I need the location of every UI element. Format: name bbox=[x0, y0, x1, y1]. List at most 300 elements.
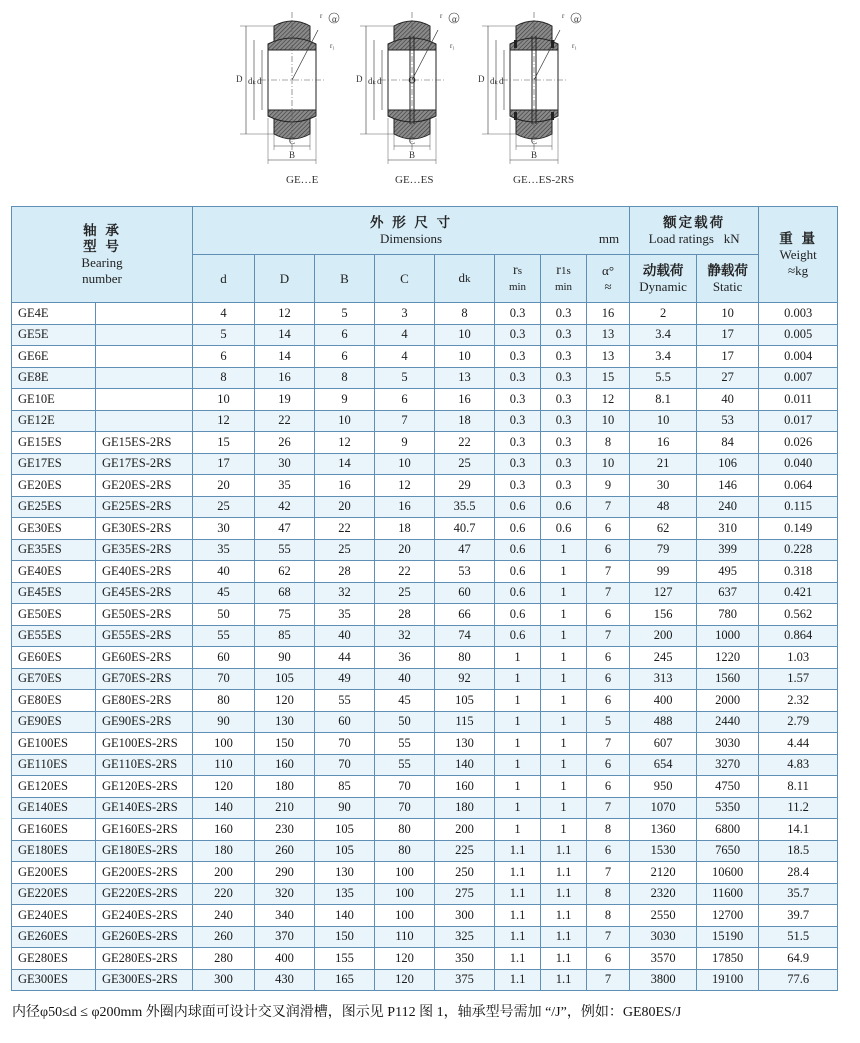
cell-model: GE25ES bbox=[12, 496, 96, 518]
col-r1s-sub: 1s bbox=[560, 264, 571, 277]
cell-r1s: 1 bbox=[541, 690, 587, 712]
static-en: Static bbox=[712, 278, 743, 294]
cell-alpha: 12 bbox=[587, 389, 630, 411]
cell-B: 60 bbox=[315, 711, 375, 733]
cell-alpha: 13 bbox=[587, 324, 630, 346]
label-d: d bbox=[499, 76, 504, 86]
cell-rs: 0.6 bbox=[495, 539, 541, 561]
cell-dynamic: 3.4 bbox=[630, 346, 697, 368]
cell-rs: 1.1 bbox=[495, 862, 541, 884]
cell-B: 10 bbox=[315, 410, 375, 432]
cell-dk: 8 bbox=[435, 303, 495, 325]
cell-alpha: 6 bbox=[587, 518, 630, 540]
label-dk: dₖ bbox=[248, 76, 257, 86]
load-en: Load ratings bbox=[648, 230, 714, 246]
cell-d: 50 bbox=[193, 604, 255, 626]
table-row bbox=[12, 883, 838, 905]
cell-D: 320 bbox=[255, 883, 315, 905]
bearing-en-2: number bbox=[82, 270, 122, 286]
cell-d: 260 bbox=[193, 926, 255, 948]
cell-static: 17 bbox=[697, 324, 759, 346]
cell-model-2rs: GE50ES-2RS bbox=[96, 604, 193, 626]
cell-D: 290 bbox=[255, 862, 315, 884]
cell-D: 26 bbox=[255, 432, 315, 454]
cell-d: 6 bbox=[193, 346, 255, 368]
cell-B: 135 bbox=[315, 883, 375, 905]
cell-model: GE30ES bbox=[12, 518, 96, 540]
table-row bbox=[12, 711, 838, 733]
col-alpha-approx: ≈ bbox=[604, 278, 612, 294]
cell-r1s: 0.6 bbox=[541, 496, 587, 518]
cell-d: 60 bbox=[193, 647, 255, 669]
cell-rs: 1.1 bbox=[495, 948, 541, 970]
cell-weight: 11.2 bbox=[759, 797, 838, 819]
cell-D: 62 bbox=[255, 561, 315, 583]
table-row bbox=[12, 539, 838, 561]
cell-r1s: 0.3 bbox=[541, 410, 587, 432]
cell-rs: 1 bbox=[495, 754, 541, 776]
cell-d: 140 bbox=[193, 797, 255, 819]
cell-dk: 22 bbox=[435, 432, 495, 454]
cell-weight: 0.864 bbox=[759, 625, 838, 647]
cell-model-2rs: GE45ES-2RS bbox=[96, 582, 193, 604]
cell-r1s: 1.1 bbox=[541, 883, 587, 905]
table-row bbox=[12, 690, 838, 712]
cell-dynamic: 488 bbox=[630, 711, 697, 733]
cell-dynamic: 2320 bbox=[630, 883, 697, 905]
cell-model: GE200ES bbox=[12, 862, 96, 884]
cell-static: 310 bbox=[697, 518, 759, 540]
cell-model: GE300ES bbox=[12, 969, 96, 991]
cell-d: 240 bbox=[193, 905, 255, 927]
cell-dynamic: 654 bbox=[630, 754, 697, 776]
cell-D: 16 bbox=[255, 367, 315, 389]
cell-model: GE220ES bbox=[12, 883, 96, 905]
cell-static: 146 bbox=[697, 475, 759, 497]
cell-D: 85 bbox=[255, 625, 315, 647]
cell-B: 130 bbox=[315, 862, 375, 884]
cell-model-2rs bbox=[96, 410, 193, 432]
table-row bbox=[12, 862, 838, 884]
cell-rs: 1.1 bbox=[495, 905, 541, 927]
weight-en: Weight bbox=[779, 246, 817, 262]
cell-C: 110 bbox=[375, 926, 435, 948]
cell-d: 45 bbox=[193, 582, 255, 604]
cell-D: 430 bbox=[255, 969, 315, 991]
cell-C: 16 bbox=[375, 496, 435, 518]
cell-model-2rs: GE160ES-2RS bbox=[96, 819, 193, 841]
col-C: C bbox=[375, 255, 435, 303]
cell-alpha: 15 bbox=[587, 367, 630, 389]
cell-model-2rs: GE60ES-2RS bbox=[96, 647, 193, 669]
cell-dynamic: 127 bbox=[630, 582, 697, 604]
cell-alpha: 5 bbox=[587, 711, 630, 733]
col-rs-min: min bbox=[508, 280, 527, 293]
cell-d: 80 bbox=[193, 690, 255, 712]
cell-static: 2000 bbox=[697, 690, 759, 712]
cell-C: 45 bbox=[375, 690, 435, 712]
cell-r1s: 1.1 bbox=[541, 862, 587, 884]
cell-static: 19100 bbox=[697, 969, 759, 991]
load-unit: kN bbox=[723, 230, 740, 246]
cell-dk: 25 bbox=[435, 453, 495, 475]
table-row bbox=[12, 475, 838, 497]
cell-model: GE17ES bbox=[12, 453, 96, 475]
cell-dynamic: 607 bbox=[630, 733, 697, 755]
cell-dynamic: 48 bbox=[630, 496, 697, 518]
cell-d: 160 bbox=[193, 819, 255, 841]
cell-weight: 0.228 bbox=[759, 539, 838, 561]
cell-model: GE10E bbox=[12, 389, 96, 411]
label-alpha: α bbox=[574, 14, 579, 24]
cell-weight: 0.149 bbox=[759, 518, 838, 540]
col-rs-sub: s bbox=[517, 264, 522, 277]
cell-B: 90 bbox=[315, 797, 375, 819]
cell-dk: 115 bbox=[435, 711, 495, 733]
cell-model: GE20ES bbox=[12, 475, 96, 497]
cell-rs: 1.1 bbox=[495, 969, 541, 991]
cell-dynamic: 3030 bbox=[630, 926, 697, 948]
cell-model: GE35ES bbox=[12, 539, 96, 561]
cell-weight: 0.318 bbox=[759, 561, 838, 583]
cell-C: 25 bbox=[375, 582, 435, 604]
cell-dk: 18 bbox=[435, 410, 495, 432]
cell-rs: 0.6 bbox=[495, 518, 541, 540]
cell-model: GE12E bbox=[12, 410, 96, 432]
cell-rs: 0.6 bbox=[495, 561, 541, 583]
seal-bottom-right bbox=[551, 112, 554, 120]
bearing-spec-table bbox=[11, 206, 838, 991]
cell-model-2rs bbox=[96, 367, 193, 389]
cell-C: 50 bbox=[375, 711, 435, 733]
cell-static: 4750 bbox=[697, 776, 759, 798]
table-row bbox=[12, 776, 838, 798]
cell-model-2rs: GE20ES-2RS bbox=[96, 475, 193, 497]
cell-rs: 1 bbox=[495, 690, 541, 712]
cell-dynamic: 8.1 bbox=[630, 389, 697, 411]
cell-B: 32 bbox=[315, 582, 375, 604]
cell-dk: 325 bbox=[435, 926, 495, 948]
cell-static: 399 bbox=[697, 539, 759, 561]
col-D: D bbox=[255, 255, 315, 303]
cell-d: 12 bbox=[193, 410, 255, 432]
cell-model: GE100ES bbox=[12, 733, 96, 755]
cell-C: 9 bbox=[375, 432, 435, 454]
col-rs-main: r bbox=[513, 262, 518, 278]
bearing-cn-2: 型 号 bbox=[83, 238, 121, 255]
load-cn: 额定载荷 bbox=[663, 214, 726, 231]
table-row bbox=[12, 303, 838, 325]
cell-dk: 16 bbox=[435, 389, 495, 411]
cell-weight: 28.4 bbox=[759, 862, 838, 884]
diagram-ge-e bbox=[232, 0, 352, 170]
cell-weight: 0.115 bbox=[759, 496, 838, 518]
dims-en: Dimensions bbox=[379, 230, 443, 246]
cell-model-2rs: GE35ES-2RS bbox=[96, 539, 193, 561]
label-r1: r₁ bbox=[330, 42, 335, 50]
cell-D: 260 bbox=[255, 840, 315, 862]
cell-C: 70 bbox=[375, 776, 435, 798]
cell-weight: 18.5 bbox=[759, 840, 838, 862]
cell-C: 22 bbox=[375, 561, 435, 583]
cell-dk: 13 bbox=[435, 367, 495, 389]
cell-rs: 0.3 bbox=[495, 410, 541, 432]
cell-D: 230 bbox=[255, 819, 315, 841]
cell-dk: 130 bbox=[435, 733, 495, 755]
diagram-label: GE…ES bbox=[395, 174, 434, 186]
table-row bbox=[12, 948, 838, 970]
cell-model: GE120ES bbox=[12, 776, 96, 798]
cell-weight: 1.57 bbox=[759, 668, 838, 690]
cell-static: 17850 bbox=[697, 948, 759, 970]
cell-model-2rs bbox=[96, 324, 193, 346]
cell-B: 150 bbox=[315, 926, 375, 948]
cell-model-2rs: GE100ES-2RS bbox=[96, 733, 193, 755]
cell-r1s: 1 bbox=[541, 711, 587, 733]
cell-weight: 0.004 bbox=[759, 346, 838, 368]
cell-weight: 0.064 bbox=[759, 475, 838, 497]
bearing-section-svg bbox=[232, 0, 352, 170]
cell-B: 8 bbox=[315, 367, 375, 389]
cell-model: GE15ES bbox=[12, 432, 96, 454]
cell-alpha: 7 bbox=[587, 582, 630, 604]
seal-bottom-left bbox=[514, 112, 517, 120]
cell-static: 3030 bbox=[697, 733, 759, 755]
cell-B: 6 bbox=[315, 324, 375, 346]
cell-alpha: 6 bbox=[587, 840, 630, 862]
cell-static: 1000 bbox=[697, 625, 759, 647]
cell-alpha: 8 bbox=[587, 819, 630, 841]
col-r1s-main: r bbox=[556, 262, 561, 278]
cell-model: GE8E bbox=[12, 367, 96, 389]
cell-r1s: 1 bbox=[541, 647, 587, 669]
label-B: B bbox=[409, 150, 416, 160]
cell-model: GE280ES bbox=[12, 948, 96, 970]
cell-alpha: 6 bbox=[587, 776, 630, 798]
cell-model: GE5E bbox=[12, 324, 96, 346]
cell-dk: 200 bbox=[435, 819, 495, 841]
cell-model-2rs bbox=[96, 346, 193, 368]
cell-d: 25 bbox=[193, 496, 255, 518]
cell-r1s: 0.3 bbox=[541, 453, 587, 475]
table-row bbox=[12, 926, 838, 948]
cell-static: 27 bbox=[697, 367, 759, 389]
cell-static: 10 bbox=[697, 303, 759, 325]
cell-rs: 0.3 bbox=[495, 389, 541, 411]
cell-rs: 0.3 bbox=[495, 324, 541, 346]
cell-C: 55 bbox=[375, 754, 435, 776]
cell-d: 120 bbox=[193, 776, 255, 798]
cell-rs: 1 bbox=[495, 819, 541, 841]
label-d: d bbox=[377, 76, 382, 86]
cell-static: 637 bbox=[697, 582, 759, 604]
cell-r1s: 1 bbox=[541, 797, 587, 819]
label-D: D bbox=[478, 74, 485, 84]
diagram-label: GE…E bbox=[286, 174, 319, 186]
cell-r1s: 1 bbox=[541, 754, 587, 776]
cell-dynamic: 950 bbox=[630, 776, 697, 798]
cell-r1s: 1 bbox=[541, 776, 587, 798]
diagram-ge-es-2rs bbox=[474, 0, 594, 170]
cell-B: 155 bbox=[315, 948, 375, 970]
cell-B: 14 bbox=[315, 453, 375, 475]
cell-alpha: 6 bbox=[587, 539, 630, 561]
cell-dynamic: 16 bbox=[630, 432, 697, 454]
cell-weight: 8.11 bbox=[759, 776, 838, 798]
cell-model: GE55ES bbox=[12, 625, 96, 647]
cell-static: 780 bbox=[697, 604, 759, 626]
cell-d: 30 bbox=[193, 518, 255, 540]
cell-model: GE240ES bbox=[12, 905, 96, 927]
label-r: r bbox=[562, 12, 565, 20]
cell-dynamic: 2550 bbox=[630, 905, 697, 927]
cell-alpha: 6 bbox=[587, 668, 630, 690]
cell-dynamic: 99 bbox=[630, 561, 697, 583]
cell-C: 100 bbox=[375, 862, 435, 884]
cell-model-2rs: GE90ES-2RS bbox=[96, 711, 193, 733]
bearing-number-header bbox=[12, 207, 193, 303]
dynamic-cn: 动载荷 bbox=[642, 262, 684, 279]
cell-alpha: 6 bbox=[587, 604, 630, 626]
cell-dk: 105 bbox=[435, 690, 495, 712]
diagram-label: GE…ES-2RS bbox=[513, 174, 575, 186]
cell-model: GE80ES bbox=[12, 690, 96, 712]
cell-model-2rs: GE280ES-2RS bbox=[96, 948, 193, 970]
cell-model-2rs: GE15ES-2RS bbox=[96, 432, 193, 454]
cell-dynamic: 1360 bbox=[630, 819, 697, 841]
bearing-section-svg bbox=[474, 0, 594, 170]
cell-dk: 47 bbox=[435, 539, 495, 561]
cell-rs: 1 bbox=[495, 776, 541, 798]
cell-weight: 4.44 bbox=[759, 733, 838, 755]
cell-alpha: 7 bbox=[587, 561, 630, 583]
cell-weight: 14.1 bbox=[759, 819, 838, 841]
cell-rs: 0.6 bbox=[495, 625, 541, 647]
cell-d: 10 bbox=[193, 389, 255, 411]
cell-model-2rs: GE17ES-2RS bbox=[96, 453, 193, 475]
label-D: D bbox=[356, 74, 363, 84]
cell-d: 55 bbox=[193, 625, 255, 647]
cell-static: 1220 bbox=[697, 647, 759, 669]
table-row bbox=[12, 324, 838, 346]
cell-weight: 2.79 bbox=[759, 711, 838, 733]
table-row bbox=[12, 346, 838, 368]
cell-model-2rs: GE140ES-2RS bbox=[96, 797, 193, 819]
cell-r1s: 1.1 bbox=[541, 905, 587, 927]
cell-model: GE50ES bbox=[12, 604, 96, 626]
cell-alpha: 6 bbox=[587, 647, 630, 669]
cell-static: 240 bbox=[697, 496, 759, 518]
cell-alpha: 7 bbox=[587, 496, 630, 518]
cell-B: 105 bbox=[315, 840, 375, 862]
table-body bbox=[12, 303, 838, 991]
cell-C: 3 bbox=[375, 303, 435, 325]
cell-weight: 0.003 bbox=[759, 303, 838, 325]
cell-rs: 0.3 bbox=[495, 475, 541, 497]
label-r1: r₁ bbox=[450, 42, 455, 50]
cell-dynamic: 5.5 bbox=[630, 367, 697, 389]
cell-weight: 0.007 bbox=[759, 367, 838, 389]
cell-static: 7650 bbox=[697, 840, 759, 862]
cell-C: 55 bbox=[375, 733, 435, 755]
cell-weight: 1.03 bbox=[759, 647, 838, 669]
cell-D: 55 bbox=[255, 539, 315, 561]
cell-model: GE140ES bbox=[12, 797, 96, 819]
cell-r1s: 0.3 bbox=[541, 303, 587, 325]
cell-rs: 0.3 bbox=[495, 367, 541, 389]
cell-d: 17 bbox=[193, 453, 255, 475]
cell-dk: 160 bbox=[435, 776, 495, 798]
cell-alpha: 10 bbox=[587, 410, 630, 432]
cell-alpha: 8 bbox=[587, 905, 630, 927]
cell-d: 15 bbox=[193, 432, 255, 454]
cell-model-2rs: GE220ES-2RS bbox=[96, 883, 193, 905]
static-cn: 静载荷 bbox=[707, 262, 748, 279]
cell-weight: 0.040 bbox=[759, 453, 838, 475]
cell-model-2rs: GE30ES-2RS bbox=[96, 518, 193, 540]
label-dk: dₖ bbox=[490, 76, 499, 86]
table-row bbox=[12, 561, 838, 583]
cell-r1s: 1 bbox=[541, 604, 587, 626]
col-dk-main: d bbox=[458, 270, 465, 285]
cell-B: 35 bbox=[315, 604, 375, 626]
col-dk bbox=[435, 255, 495, 303]
cell-D: 120 bbox=[255, 690, 315, 712]
cell-dynamic: 245 bbox=[630, 647, 697, 669]
cell-D: 47 bbox=[255, 518, 315, 540]
cell-model-2rs: GE40ES-2RS bbox=[96, 561, 193, 583]
cell-dk: 60 bbox=[435, 582, 495, 604]
cell-d: 220 bbox=[193, 883, 255, 905]
cell-alpha: 7 bbox=[587, 797, 630, 819]
cell-B: 22 bbox=[315, 518, 375, 540]
cell-B: 70 bbox=[315, 754, 375, 776]
cell-weight: 0.011 bbox=[759, 389, 838, 411]
cell-rs: 1 bbox=[495, 668, 541, 690]
label-dk: dₖ bbox=[368, 76, 377, 86]
cell-rs: 0.3 bbox=[495, 303, 541, 325]
cell-model: GE260ES bbox=[12, 926, 96, 948]
cell-dynamic: 62 bbox=[630, 518, 697, 540]
cell-C: 7 bbox=[375, 410, 435, 432]
cell-d: 280 bbox=[193, 948, 255, 970]
cell-D: 75 bbox=[255, 604, 315, 626]
dims-unit: mm bbox=[598, 230, 620, 246]
header-row-1 bbox=[12, 207, 838, 255]
cell-d: 8 bbox=[193, 367, 255, 389]
cell-weight: 35.7 bbox=[759, 883, 838, 905]
cell-model-2rs bbox=[96, 389, 193, 411]
cell-model-2rs: GE55ES-2RS bbox=[96, 625, 193, 647]
cell-model-2rs: GE180ES-2RS bbox=[96, 840, 193, 862]
cell-static: 12700 bbox=[697, 905, 759, 927]
cell-model-2rs: GE110ES-2RS bbox=[96, 754, 193, 776]
cell-static: 495 bbox=[697, 561, 759, 583]
label-B: B bbox=[289, 150, 296, 160]
col-B: B bbox=[315, 255, 375, 303]
cell-d: 40 bbox=[193, 561, 255, 583]
cell-alpha: 8 bbox=[587, 432, 630, 454]
table-row bbox=[12, 389, 838, 411]
label-C: C bbox=[531, 136, 538, 146]
table-row bbox=[12, 367, 838, 389]
cell-dynamic: 313 bbox=[630, 668, 697, 690]
cell-weight: 0.005 bbox=[759, 324, 838, 346]
cell-B: 70 bbox=[315, 733, 375, 755]
cell-model: GE90ES bbox=[12, 711, 96, 733]
cell-dk: 375 bbox=[435, 969, 495, 991]
cell-dynamic: 30 bbox=[630, 475, 697, 497]
